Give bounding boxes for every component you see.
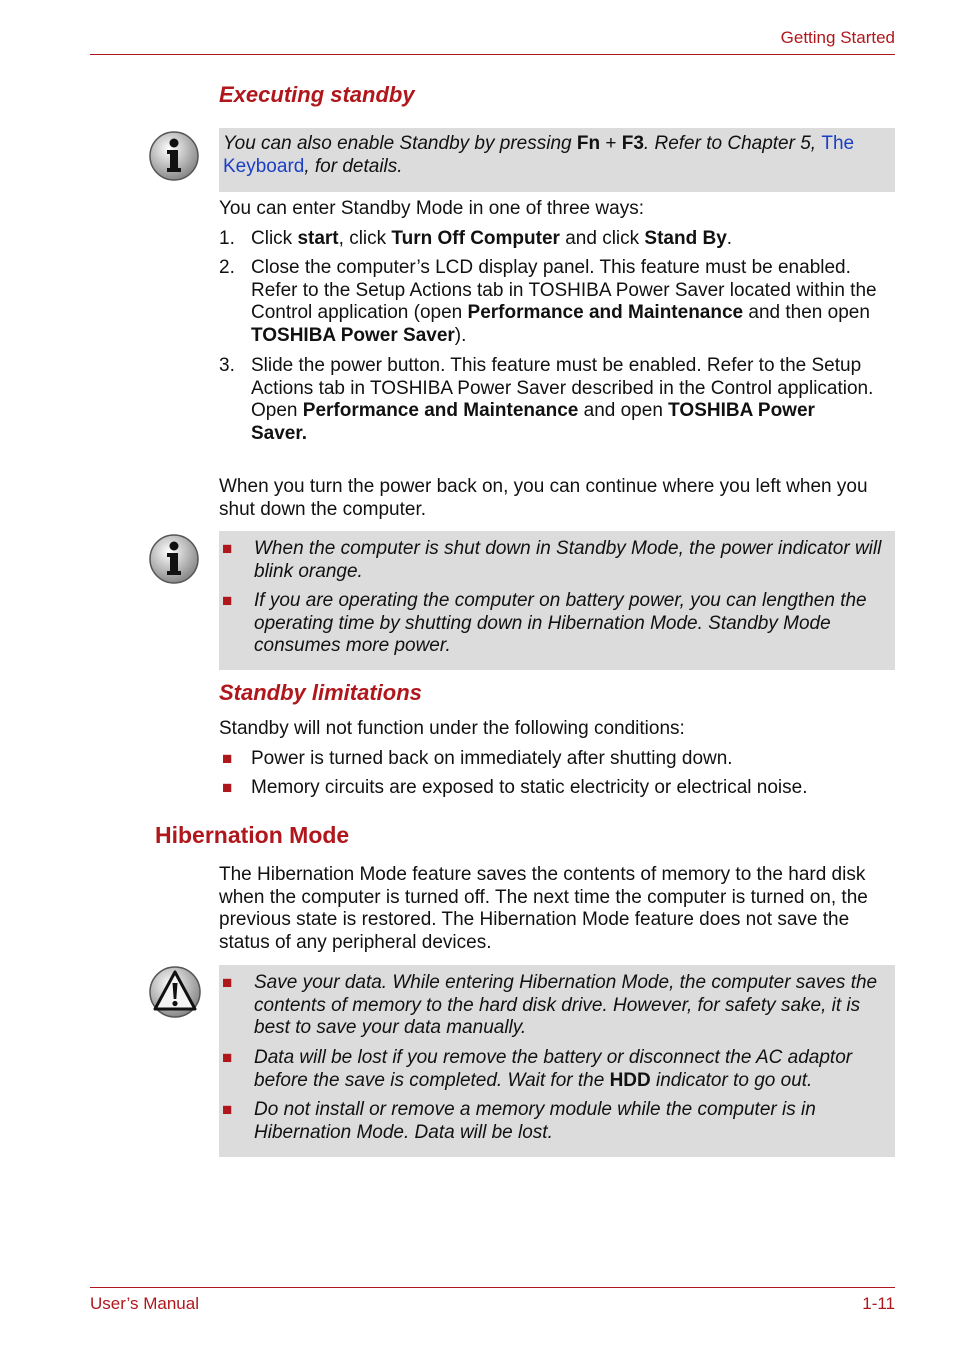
- note-text: [254, 1047, 894, 1092]
- bullet: ■: [222, 778, 233, 797]
- warning-icon: [148, 965, 202, 1019]
- note-text: If you are operating the computer on battery power, you can lengthen the operating time by shutting down in Hibernation Mode. Standby Mode consumes more power.: [254, 590, 867, 656]
- bullet: ■: [222, 539, 233, 558]
- step-bold: Performance and Maintenance: [467, 302, 744, 323]
- note-text-part: Data will be lost if you remove the battery or disconnect the AC adaptor before the save is completed. Wait for the: [254, 1047, 853, 1091]
- step-3: [251, 355, 876, 445]
- keyboard-chapter-link[interactable]: The Keyboard: [223, 133, 855, 177]
- hdd-label: HDD: [609, 1069, 651, 1091]
- key-f3: F3: [621, 133, 644, 154]
- step-text: and click: [559, 228, 645, 249]
- bullet: ■: [222, 749, 233, 768]
- info-note-standby: [219, 531, 895, 670]
- limitations-intro: Standby will not function under the following conditions:: [219, 718, 685, 739]
- note-text: , for details.: [304, 155, 403, 177]
- bullet: ■: [222, 973, 233, 992]
- step-text: Slide the power button. This feature must be enabled. Refer to the Setup Actions tab in TOSHIBA Power Saver described in the Control application.: [251, 355, 874, 399]
- running-header: Getting Started: [780, 28, 895, 47]
- step-number: 3.: [219, 355, 235, 376]
- note-text: . Refer to Chapter 5,: [643, 133, 822, 154]
- resume-paragraph: When you turn the power back on, you can continue where you left when you shut down the computer.: [219, 476, 868, 520]
- step-bold: TOSHIBA Power Saver: [251, 324, 455, 346]
- step-bold: start: [297, 228, 339, 249]
- key-fn: Fn: [576, 133, 601, 154]
- step-text: ).: [454, 324, 467, 346]
- note-text: Do not install or remove a memory module while the computer is in Hibernation Mode. Data will be lost.: [254, 1099, 816, 1143]
- caution-note-hibernation: [219, 965, 895, 1157]
- step-text: , click: [338, 228, 392, 249]
- step-text: Click: [251, 228, 298, 249]
- list-item: Memory circuits are exposed to static electricity or electrical noise.: [251, 777, 808, 798]
- subsection-title-standby-limitations: Standby limitations: [219, 680, 422, 705]
- note-text-part: indicator to go out.: [650, 1069, 813, 1091]
- step-bold: Stand By: [644, 228, 727, 249]
- step-number: 2.: [219, 257, 235, 278]
- step-2: [251, 257, 901, 347]
- page-number: 1-11: [862, 1294, 895, 1313]
- plus-sign: +: [600, 133, 622, 154]
- info-note-keyboard: [219, 128, 895, 192]
- step-text: and open: [578, 400, 669, 421]
- step-text: and then open: [743, 302, 870, 323]
- note-text: When the computer is shut down in Standby Mode, the power indicator will blink orange.: [254, 538, 882, 582]
- note-text: You can also enable Standby by pressing: [223, 133, 577, 154]
- list-item: Power is turned back on immediately after shutting down.: [251, 748, 733, 769]
- footer-rule: [90, 1287, 895, 1288]
- step-number: 1.: [219, 228, 235, 249]
- hibernation-paragraph: The Hibernation Mode feature saves the contents of memory to the hard disk when the computer is turned off. The next time the computer is turned on, the previous state is restored. The Hibernation Mode feature does not save the status of any peripheral devices.: [219, 864, 868, 953]
- info-icon: [148, 533, 200, 585]
- step-bold: TOSHIBA Power Saver.: [251, 400, 815, 444]
- step-text: .: [726, 228, 733, 249]
- subsection-title-executing-standby: Executing standby: [219, 82, 415, 107]
- bullet: ■: [222, 591, 233, 610]
- note-text: Save your data. While entering Hibernation Mode, the computer saves the contents of memory to the hard disk drive. However, for safety sake, it is best to save your data manually.: [254, 972, 878, 1038]
- step-bold: Performance and Maintenance: [302, 400, 579, 421]
- step-1: [251, 228, 901, 251]
- step-bold: Turn Off Computer: [391, 228, 560, 249]
- bullet: ■: [222, 1100, 233, 1119]
- bullet: ■: [222, 1048, 233, 1067]
- section-title-hibernation-mode: Hibernation Mode: [155, 822, 350, 848]
- info-icon: [148, 130, 200, 182]
- step-text: Close the computer’s LCD display panel. This feature must be enabled. Refer to the Setup Actions tab in TOSHIBA Power Saver located within the Control application (open: [251, 257, 877, 323]
- step-text: Open: [251, 400, 303, 421]
- intro-paragraph: You can enter Standby Mode in one of three ways:: [219, 198, 644, 219]
- header-rule: [90, 54, 895, 55]
- footer-manual-title: User’s Manual: [90, 1294, 199, 1313]
